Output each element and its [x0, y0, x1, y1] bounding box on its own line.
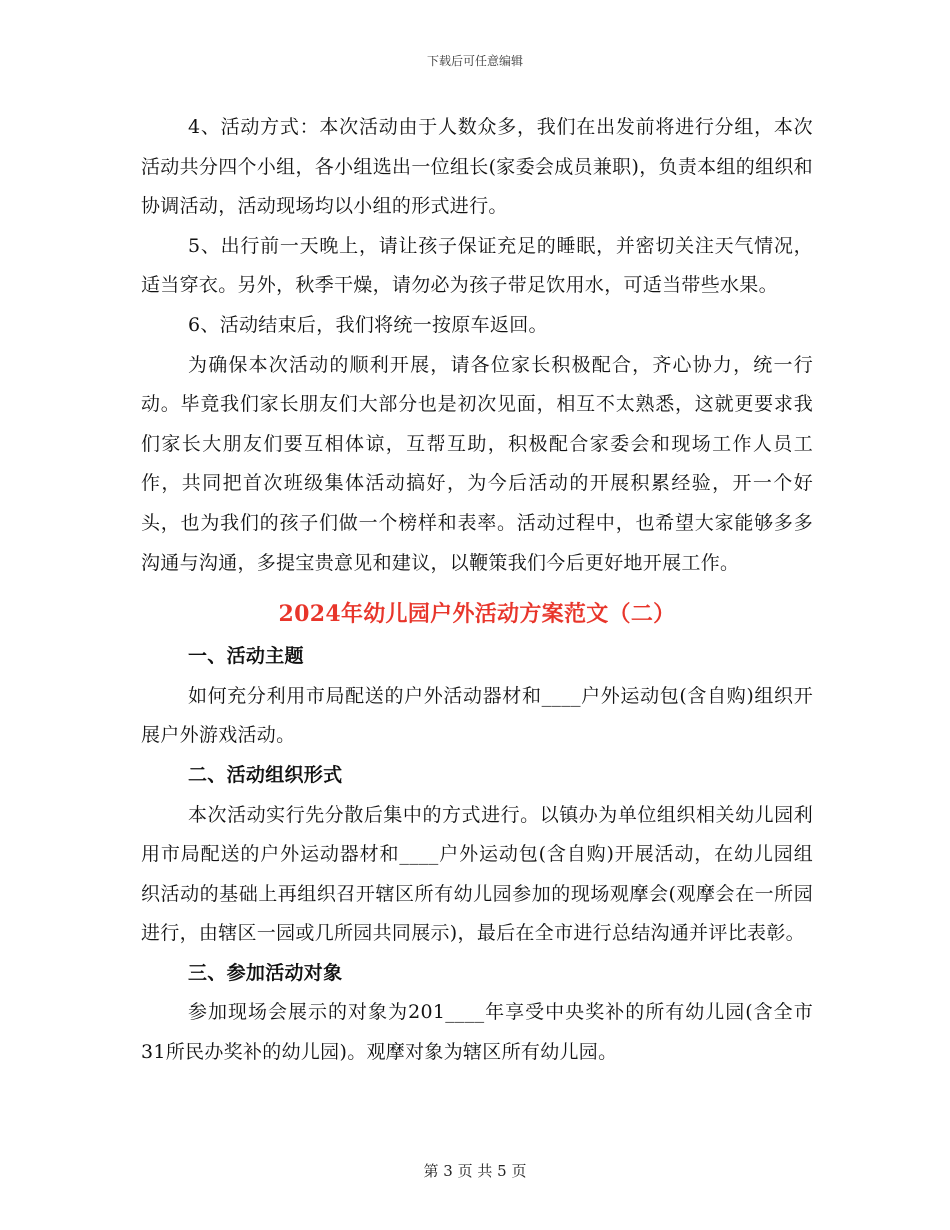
heading-organization-form: 二、活动组织形式	[188, 763, 343, 786]
page-footer: 第 3 页 共 5 页	[423, 1162, 527, 1180]
heading-activity-theme: 一、活动主题	[188, 645, 304, 668]
paragraph-organization-form: 本次活动实行先分散后集中的方式进行。以镇办为单位组织相关幼儿园利用市局配送的户外运动器材和____户外运动包(含自购)开展活动，在幼儿园组织活动的基础上再组织召开辖区所有幼儿园参加的现场观摩会(观摩会在一所园进行，由辖区一园或几所园共同展示)，最后在全市进行总结沟通并评比表彰。	[141, 803, 813, 945]
paragraph-participants: 参加现场会展示的对象为201____年享受中央奖补的所有幼儿园(含全市31所民办奖补的幼儿园)。观摩对象为辖区所有幼儿园。	[141, 1001, 813, 1064]
paragraph-activity-theme: 如何充分利用市局配送的户外活动器材和____户外运动包(含自购)组织开展户外游戏活动。	[141, 684, 813, 747]
paragraph-item-4: 4、活动方式：本次活动由于人数众多，我们在出发前将进行分组，本次活动共分四个小组，各小组选出一位组长(家委会成员兼职)，负责本组的组织和协调活动，活动现场均以小组的形式进行。	[141, 116, 813, 218]
section-title: 2024年幼儿园户外活动方案范文（二）	[278, 601, 676, 628]
page-header: 下载后可任意编辑	[426, 54, 523, 68]
heading-participants: 三、参加活动对象	[188, 961, 343, 984]
paragraph-closing: 为确保本次活动的顺利开展，请各位家长积极配合，齐心协力，统一行动。毕竟我们家长朋友们大部分也是初次见面，相互不太熟悉，这就更要求我们家长大朋友们要互相体谅，互帮互助，积极配合家委会和现场工作人员工作，共同把首次班级集体活动搞好，为今后活动的开展积累经验，开一个好头，也为我们的孩子们做一个榜样和表率。活动过程中，也希望大家能够多多沟通与沟通，多提宝贵意见和建议，以鞭策我们今后更好地开展工作。	[141, 353, 813, 574]
paragraph-item-5: 5、出行前一天晚上，请让孩子保证充足的睡眠，并密切关注天气情况，适当穿衣。另外，秋季干燥，请勿必为孩子带足饮用水，可适当带些水果。	[141, 234, 813, 297]
paragraph-item-6: 6、活动结束后，我们将统一按原车返回。	[188, 313, 548, 336]
document-body	[141, 108, 813, 1073]
